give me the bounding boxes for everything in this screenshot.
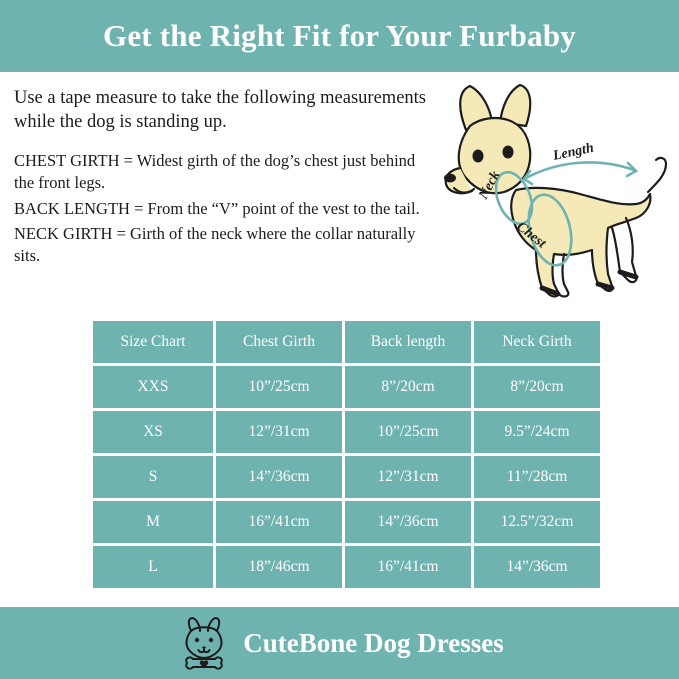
footer-banner — [0, 607, 679, 679]
cell-chest: 12”/31cm — [216, 411, 342, 453]
cell-chest: 16”/41cm — [216, 501, 342, 543]
cell-neck: 11”/28cm — [474, 456, 600, 498]
instruction-back-length: BACK LENGTH = From the “V” point of the vest to the tail. — [14, 198, 420, 218]
table-header-chest: Chest Girth — [216, 321, 342, 363]
cell-size: M — [93, 501, 213, 543]
table-header-back: Back length — [345, 321, 471, 363]
cell-neck: 8”/20cm — [474, 366, 600, 408]
cell-neck: 9.5”/24cm — [474, 411, 600, 453]
cell-size: S — [93, 456, 213, 498]
size-chart-table-wrapper — [90, 318, 590, 591]
instruction-chest-girth: CHEST GIRTH = Widest girth of the dog’s chest just behind the front legs. — [14, 151, 416, 192]
brand-name: CuteBone Dog Dresses — [243, 627, 504, 658]
table-row — [93, 411, 600, 453]
dog-illustration — [430, 78, 670, 303]
instructions-lead: Use a tape measure to take the following measurements while the dog is standing up. — [14, 88, 426, 133]
label-neck: Neck — [476, 168, 504, 202]
table-row — [93, 366, 600, 408]
table-header-neck: Neck Girth — [474, 321, 600, 363]
page-title: Get the Right Fit for Your Furbaby — [103, 18, 576, 53]
instruction-neck-girth: NECK GIRTH = Girth of the neck where the collar naturally sits. — [14, 224, 416, 266]
instructions-block — [14, 86, 434, 271]
size-chart-table — [90, 318, 603, 591]
dog-bone-heart-logo-icon — [175, 615, 233, 671]
cell-back: 16”/41cm — [345, 546, 471, 588]
cell-chest: 14”/36cm — [216, 456, 342, 498]
table-header-size: Size Chart — [93, 321, 213, 363]
header-banner — [0, 0, 679, 72]
cell-neck: 12.5”/32cm — [474, 501, 600, 543]
table-row — [93, 546, 600, 588]
label-length: Length — [551, 140, 596, 164]
table-header-row — [93, 321, 600, 363]
table-row — [93, 501, 600, 543]
cell-chest: 18”/46cm — [216, 546, 342, 588]
label-chest: Chest — [513, 219, 549, 252]
cell-chest: 10”/25cm — [216, 366, 342, 408]
cell-back: 12”/31cm — [345, 456, 471, 498]
cell-back: 8”/20cm — [345, 366, 471, 408]
cell-size: XS — [93, 411, 213, 453]
cell-back: 14”/36cm — [345, 501, 471, 543]
cell-size: XXS — [93, 366, 213, 408]
table-row — [93, 456, 600, 498]
cell-neck: 14”/36cm — [474, 546, 600, 588]
cell-back: 10”/25cm — [345, 411, 471, 453]
cell-size: L — [93, 546, 213, 588]
